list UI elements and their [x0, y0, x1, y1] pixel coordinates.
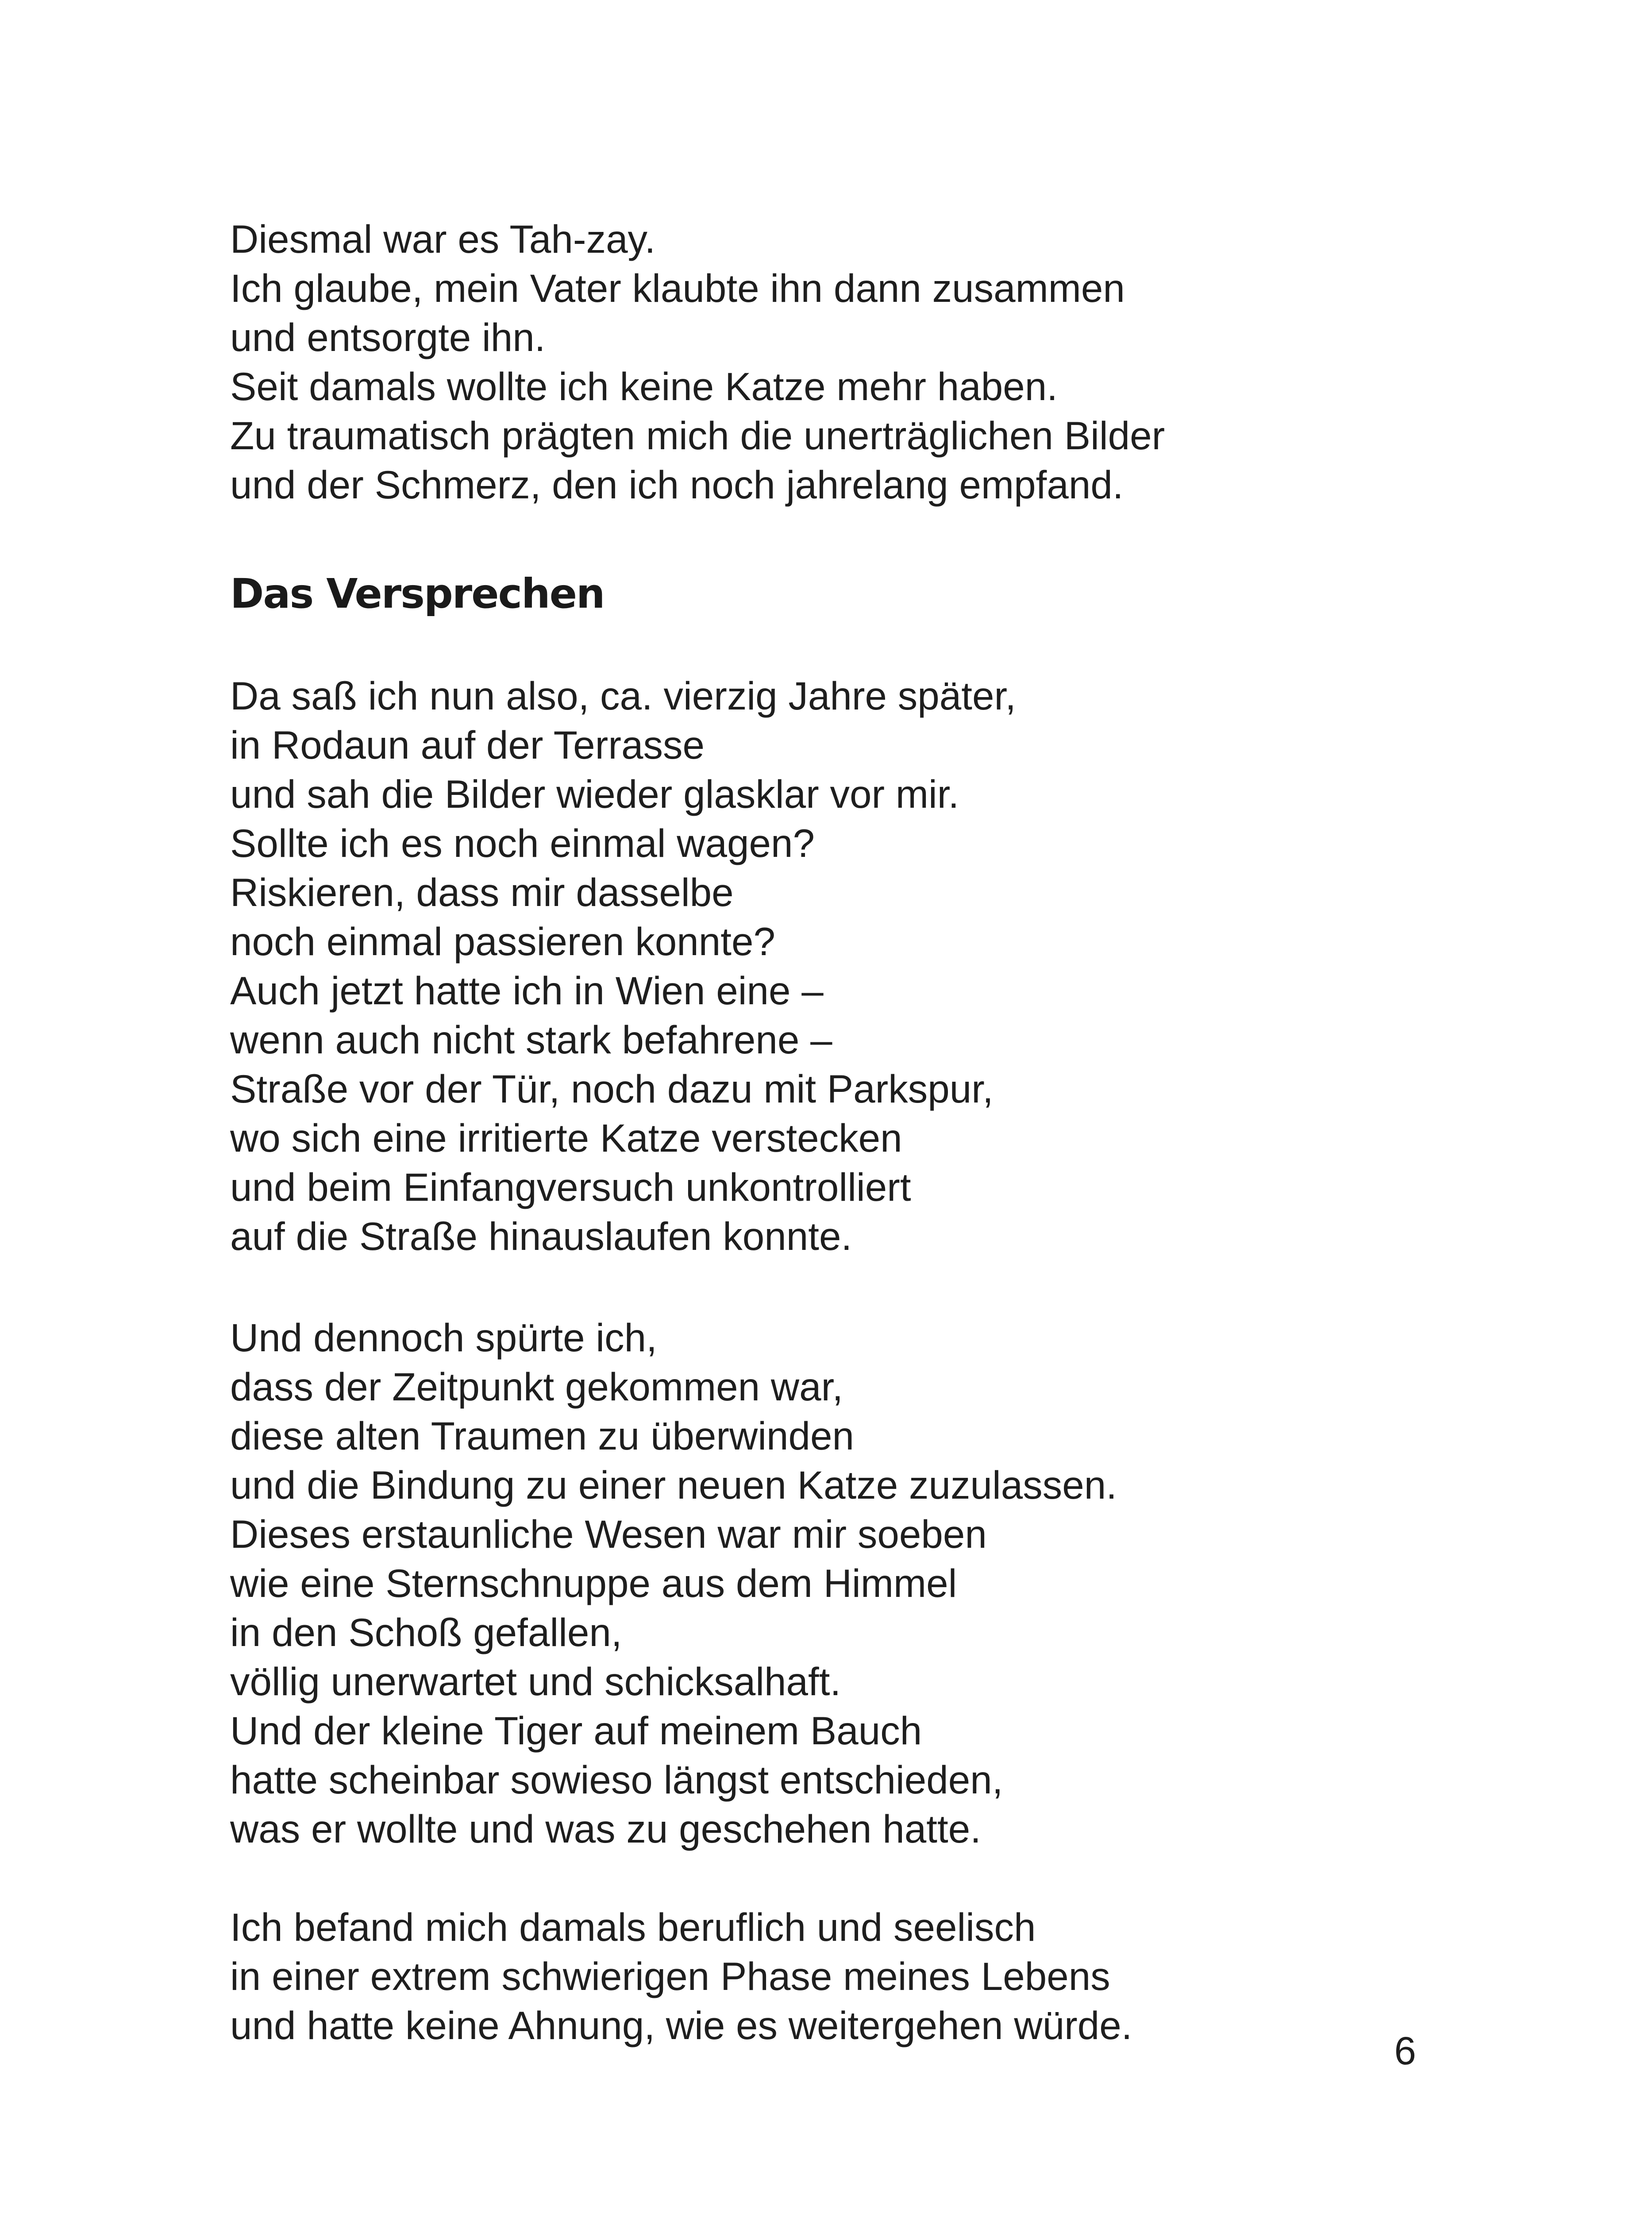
text-line: und sah die Bilder wieder glasklar vor mir. — [230, 772, 959, 816]
text-line: und beim Einfangversuch unkontrolliert — [230, 1165, 911, 1209]
text-line: dass der Zeitpunkt gekommen war, — [230, 1365, 843, 1409]
text-line: Ich befand mich damals beruflich und seelisch — [230, 1905, 1036, 1949]
text-line: wie eine Sternschnuppe aus dem Himmel — [230, 1561, 957, 1605]
text-line: Ich glaube, mein Vater klaubte ihn dann zusammen — [230, 266, 1125, 310]
section-heading: Das Versprechen — [230, 570, 605, 617]
text-line: Straße vor der Tür, noch dazu mit Parkspur, — [230, 1067, 994, 1111]
text-line: Zu traumatisch prägten mich die unerträglichen Bilder — [230, 413, 1165, 458]
text-line: Und dennoch spürte ich, — [230, 1315, 657, 1360]
text-line: Dieses erstaunliche Wesen war mir soeben — [230, 1512, 987, 1556]
text-line: diese alten Traumen zu überwinden — [230, 1414, 855, 1458]
text-line: auf die Straße hinauslaufen konnte. — [230, 1214, 852, 1258]
text-line: und die Bindung zu einer neuen Katze zuzulassen. — [230, 1463, 1117, 1507]
text-line: was er wollte und was zu geschehen hatte. — [230, 1807, 981, 1851]
text-line: noch einmal passieren konnte? — [230, 919, 775, 964]
text-line: Sollte ich es noch einmal wagen? — [230, 821, 815, 865]
paragraph-3 — [230, 1313, 1513, 1854]
text-line: hatte scheinbar sowieso längst entschieden, — [230, 1758, 1003, 1802]
text-line: und entsorgte ihn. — [230, 315, 546, 359]
text-line: völlig unerwartet und schicksalhaft. — [230, 1659, 841, 1704]
paragraph-4 — [230, 1903, 1513, 2050]
paragraph-2 — [230, 671, 1513, 1261]
text-line: und hatte keine Ahnung, wie es weitergehen würde. — [230, 2003, 1132, 2047]
text-line: und der Schmerz, den ich noch jahrelang empfand. — [230, 463, 1124, 507]
text-line: Da saß ich nun also, ca. vierzig Jahre später, — [230, 674, 1016, 718]
paragraph-1 — [230, 215, 1513, 509]
text-line: in Rodaun auf der Terrasse — [230, 723, 705, 767]
text-line: Und der kleine Tiger auf meinem Bauch — [230, 1708, 922, 1753]
text-line: Auch jetzt hatte ich in Wien eine – — [230, 968, 824, 1013]
text-line: Diesmal war es Tah-zay. — [230, 217, 656, 261]
text-line: in einer extrem schwierigen Phase meines Lebens — [230, 1954, 1110, 1998]
text-line: wo sich eine irritierte Katze verstecken — [230, 1116, 902, 1160]
text-line: wenn auch nicht stark befahrene – — [230, 1018, 832, 1062]
text-line: in den Schoß gefallen, — [230, 1610, 622, 1654]
text-line: Riskieren, dass mir dasselbe — [230, 870, 734, 914]
text-line: Seit damals wollte ich keine Katze mehr haben. — [230, 364, 1058, 409]
page-number: 6 — [1394, 2028, 1416, 2073]
